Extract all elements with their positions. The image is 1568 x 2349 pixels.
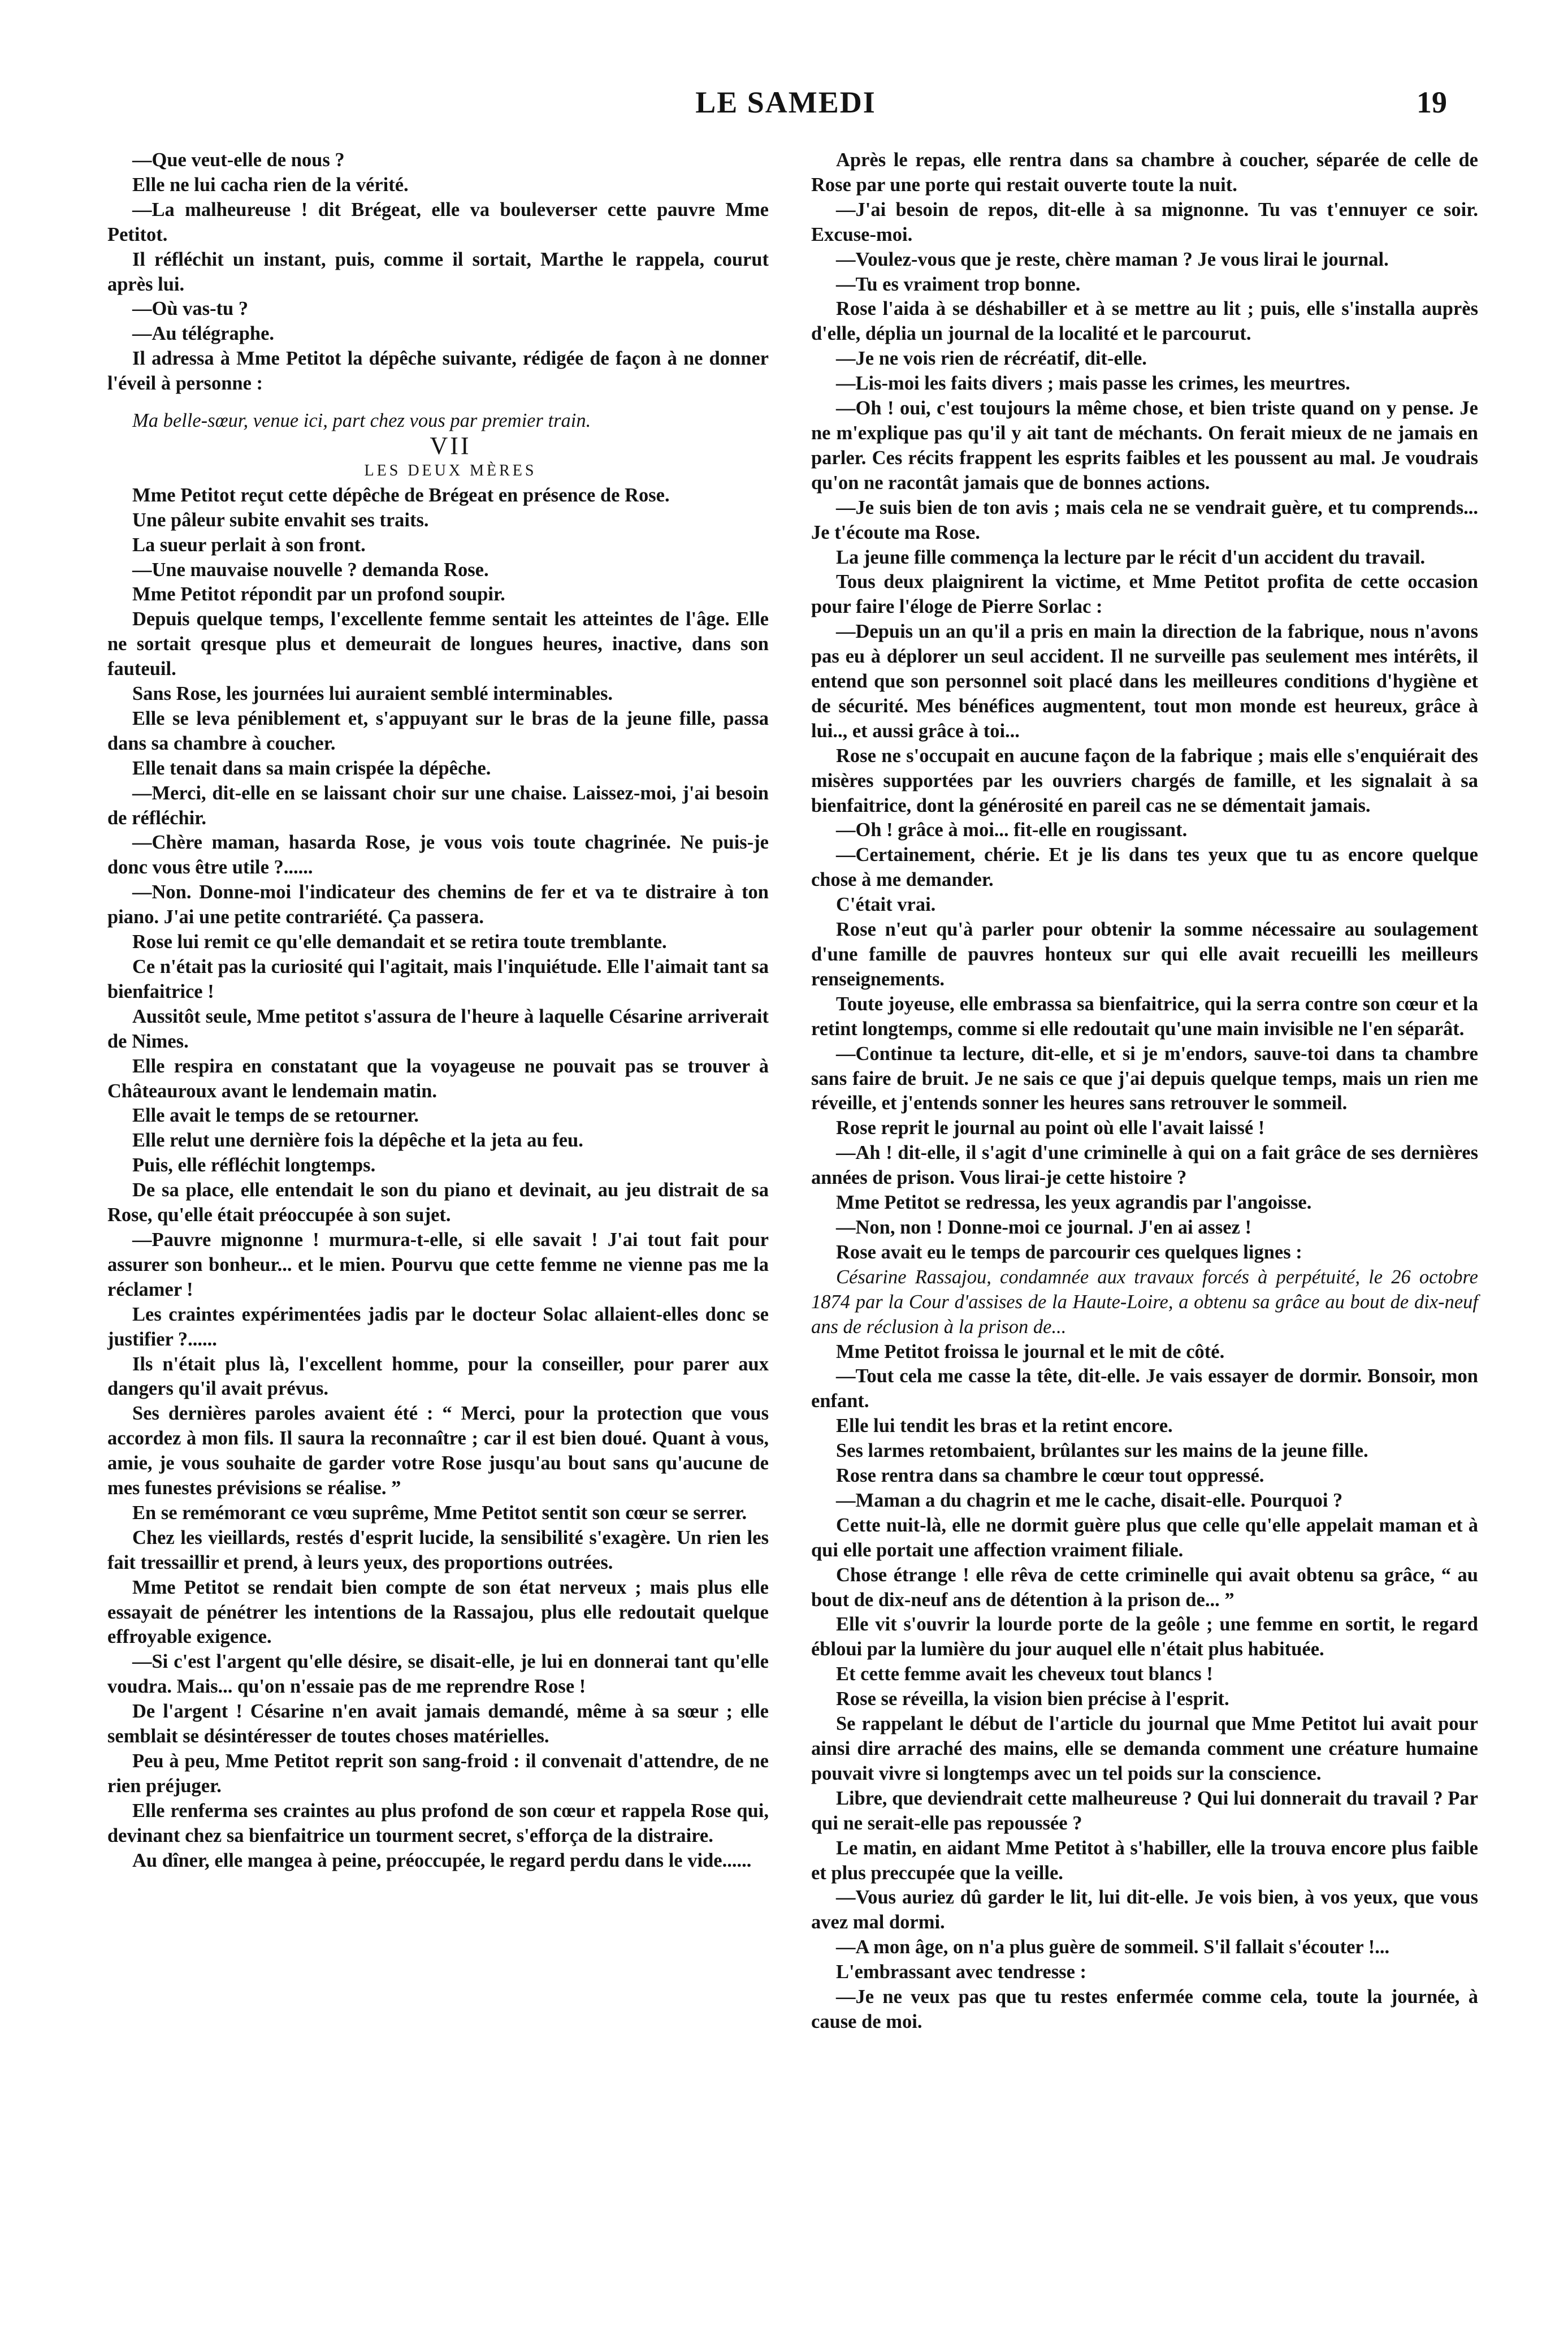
paragraph: —A mon âge, on n'a plus guère de sommeil. S'il fallait s'écouter !... <box>836 1936 1390 1958</box>
paragraph: Rose reprit le journal au point où elle l'avait laissé ! <box>836 1117 1265 1139</box>
paragraph: Chez les vieillards, restés d'esprit lucide, la sensibilité s'exagère. Un rien les fait tressaillir et prend, à leurs yeux, des proportions outrées. <box>107 1526 769 1573</box>
left-column <box>107 148 769 1874</box>
paragraph: Rose n'eut qu'à parler pour obtenir la somme nécessaire au soulagement d'une famille de pauvres honteux sur qui elle avait recueilli les meilleurs renseignements. <box>811 919 1478 990</box>
paragraph: Elle vit s'ouvrir la lourde porte de la geôle ; une femme en sortit, le regard ébloui par la lumière du jour auquel elle n'était plus habituée. <box>811 1613 1478 1660</box>
paragraph: Ses dernières paroles avaient été : “ Merci, pour la protection que vous accordez à mon fils. Il saura la reconnaître ; car il est bien doué. Quant à vous, amie, je vous souhaite de garder votre Rose jusqu'au bout sans qu'aucune de mes funestes prévisions se réalise. ” <box>107 1403 769 1499</box>
chapter-number: VII <box>430 431 471 460</box>
right-top-paragraphs <box>811 148 1478 1265</box>
paragraph: Toute joyeuse, elle embrassa sa bienfaitrice, qui la serra contre son cœur et la retint longtemps, comme si elle redoutait qu'une main invisible ne l'en séparât. <box>811 993 1478 1040</box>
paragraph: —La malheureuse ! dit Brégeat, elle va bouleverser cette pauvre Mme Petitot. <box>107 198 769 245</box>
paragraph: Rose lui remit ce qu'elle demandait et se retira toute tremblante. <box>132 931 667 953</box>
paragraph: —J'ai besoin de repos, dit-elle à sa mignonne. Tu vas t'ennuyer ce soir. Excuse-moi. <box>811 198 1478 245</box>
paragraph: La sueur perlait à son front. <box>132 534 366 556</box>
paragraph: Mme Petitot se redressa, les yeux agrandis par l'angoisse. <box>836 1192 1312 1214</box>
paragraph: —Tu es vraiment trop bonne. <box>836 273 1081 295</box>
paragraph: De l'argent ! Césarine n'en avait jamais demandé, même à sa sœur ; elle semblait se désintéresser de toutes choses matérielles. <box>107 1701 769 1747</box>
paragraph: Mme Petitot répondit par un profond soupir. <box>132 583 505 605</box>
paragraph: Elle lui tendit les bras et la retint encore. <box>836 1415 1173 1437</box>
paragraph: —Vous auriez dû garder le lit, lui dit-elle. Je vois bien, à vos yeux, que vous avez mal dormi. <box>811 1887 1478 1933</box>
left-body-paragraphs <box>107 483 769 1874</box>
paragraph: Elle se leva péniblement et, s'appuyant sur le bras de la jeune fille, passa dans sa chambre à coucher. <box>107 707 769 754</box>
paragraph: —Une mauvaise nouvelle ? demanda Rose. <box>132 559 489 581</box>
paragraph: Rose l'aida à se déshabiller et à se mettre au lit ; puis, elle s'installa auprès d'elle, déplia un journal de la localité et le parcourut. <box>811 298 1478 345</box>
paragraph: De sa place, elle entendait le son du piano et devinait, au jeu distrait de sa Rose, qu'elle était préoccupée à son sujet. <box>107 1179 769 1226</box>
paragraph: —Si c'est l'argent qu'elle désire, se disait-elle, je lui en donnerai tant qu'elle voudra. Mais... qu'on n'essaie pas de me reprendre Rose ! <box>107 1651 769 1698</box>
paragraph: Rose avait eu le temps de parcourir ces quelques lignes : <box>836 1241 1302 1263</box>
page-number: 19 <box>1417 85 1447 119</box>
newspaper-excerpt: Césarine Rassajou, condamnée aux travaux forcés à perpétuité, le 26 octobre 1874 par la Cour d'assises de la Haute-Loire, a obtenu sa grâce au bout de dix-neuf ans de réclusion à la prison de... <box>811 1266 1478 1338</box>
left-top-paragraphs <box>107 148 769 396</box>
paragraph: Ils n'était plus là, l'excellent homme, pour la conseiller, pour parer aux dangers qu'il avait prévus. <box>107 1353 769 1400</box>
paragraph: —Oh ! grâce à moi... fit-elle en rougissant. <box>836 819 1188 841</box>
running-title: LE SAMEDI <box>695 85 876 119</box>
paragraph: En se remémorant ce vœu suprême, Mme Petitot sentit son cœur se serrer. <box>132 1502 747 1524</box>
paragraph: —Non, non ! Donne-moi ce journal. J'en ai assez ! <box>836 1216 1252 1238</box>
paragraph: Elle respira en constatant que la voyageuse ne pouvait pas se trouver à Châteauroux avant le lendemain matin. <box>107 1055 769 1102</box>
paragraph: Aussitôt seule, Mme petitot s'assura de l'heure à laquelle Césarine arriverait de Nimes. <box>107 1005 769 1052</box>
paragraph: L'embrassant avec tendresse : <box>836 1961 1087 1983</box>
paragraph: —Lis-moi les faits divers ; mais passe les crimes, les meurtres. <box>836 373 1350 395</box>
paragraph: Puis, elle réfléchit longtemps. <box>132 1154 376 1176</box>
paragraph: —Certainement, chérie. Et je lis dans tes yeux que tu as encore quelque chose à me demander. <box>811 844 1478 891</box>
paragraph: Elle avait le temps de se retourner. <box>132 1105 419 1127</box>
paragraph: Rose ne s'occupait en aucune façon de la fabrique ; mais elle s'enquiérait des misères supportées par les ouvriers chargés de famille, et les signalait à sa bienfaitrice, dont la générosité en pareil cas ne se démentait jamais. <box>811 745 1478 816</box>
paragraph: Après le repas, elle rentra dans sa chambre à coucher, séparée de celle de Rose par une porte qui restait ouverte toute la nuit. <box>811 149 1478 196</box>
paragraph: Elle ne lui cacha rien de la vérité. <box>132 174 409 196</box>
telegram-dispatch: Ma belle-sœur, venue ici, part chez vous par premier train. <box>132 410 591 432</box>
right-column <box>811 148 1478 2035</box>
paragraph: —Voulez-vous que je reste, chère maman ? Je vous lirai le journal. <box>836 248 1389 270</box>
paragraph: Rose se réveilla, la vision bien précise à l'esprit. <box>836 1688 1229 1710</box>
paragraph: La jeune fille commença la lecture par le récit d'un accident du travail. <box>836 546 1426 568</box>
paragraph: Ce n'était pas la curiosité qui l'agitait, mais l'inquiétude. Elle l'aimait tant sa bienfaitrice ! <box>107 956 769 1002</box>
paragraph: —Continue ta lecture, dit-elle, et si je m'endors, sauve-toi dans ta chambre sans faire de bruit. Je ne sais ce que j'ai depuis quelque temps, mais un rien me réveille, et j'entends sonner les heures sans retrouver le sommeil. <box>811 1042 1478 1114</box>
paragraph: Sans Rose, les journées lui auraient semblé interminables. <box>132 683 613 705</box>
paragraph: —Chère maman, hasarda Rose, je vous vois toute chagrinée. Ne puis-je donc vous être utile ?...... <box>107 832 769 879</box>
paragraph: —Tout cela me casse la tête, dit-elle. Je vais essayer de dormir. Bonsoir, mon enfant. <box>811 1365 1478 1412</box>
paragraph: Mme Petitot se rendait bien compte de son état nerveux ; mais plus elle essayait de pénétrer les intentions de la Rassajou, plus elle redoutait quelque effroyable exigence. <box>107 1576 769 1648</box>
paragraph: Les craintes expérimentées jadis par le docteur Solac allaient-elles donc se justifier ?...... <box>107 1303 769 1350</box>
paragraph: —Maman a du chagrin et me le cache, disait-elle. Pourquoi ? <box>836 1489 1343 1511</box>
paragraph: Se rappelant le début de l'article du journal que Mme Petitot lui avait pour ainsi dire arraché des mains, elle se demanda comment une créature humaine pouvait vivre si longtemps avec un tel poids sur la conscience. <box>811 1713 1478 1784</box>
paragraph: —Je suis bien de ton avis ; mais cela ne se vendrait guère, et tu comprends... Je t'écoute ma Rose. <box>811 496 1478 543</box>
paragraph: Cette nuit-là, elle ne dormit guère plus que celle qu'elle appelait maman et à qui elle portait une affection vraiment filiale. <box>811 1514 1478 1561</box>
paragraph: Mme Petitot reçut cette dépêche de Brégeat en présence de Rose. <box>132 484 670 506</box>
paragraph: Peu à peu, Mme Petitot reprit son sang-froid : il convenait d'attendre, de ne rien préjuger. <box>107 1750 769 1797</box>
paragraph: Elle tenait dans sa main crispée la dépêche. <box>132 757 491 779</box>
paragraph: —Non. Donne-moi l'indicateur des chemins de fer et va te distraire à ton piano. J'ai une petite contrariété. Ça passera. <box>107 881 769 928</box>
page-header <box>107 85 1464 130</box>
paragraph: Depuis quelque temps, l'excellente femme sentait les atteintes de l'âge. Elle ne sortait qresque plus et demeurait de longues heures, inactive, dans son fauteuil. <box>107 608 769 680</box>
paragraph: Chose étrange ! elle rêva de cette criminelle qui avait obtenu sa grâce, “ au bout de dix-neuf ans de détention à la prison de... ” <box>811 1564 1478 1611</box>
paragraph: —Pauvre mignonne ! murmura-t-elle, si elle savait ! J'ai tout fait pour assurer son bonheur... et le mien. Pourvu que cette femme ne vienne pas me la réclamer ! <box>107 1228 769 1300</box>
paragraph: Libre, que deviendrait cette malheureuse ? Qui lui donnerait du travail ? Par qui ne serait-elle pas repoussée ? <box>811 1787 1478 1834</box>
paragraph: —Ah ! dit-elle, il s'agit d'une criminelle à qui on a fait grâce de ses dernières années de prison. Vous lirai-je cette histoire ? <box>811 1142 1478 1189</box>
chapter-title: LES DEUX MÈRES <box>364 461 537 479</box>
paragraph: Il adressa à Mme Petitot la dépêche suivante, rédigée de façon à ne donner l'éveil à personne : <box>107 348 769 395</box>
paragraph: Une pâleur subite envahit ses traits. <box>132 509 429 531</box>
paragraph: Au dîner, elle mangea à peine, préoccupée, le regard perdu dans le vide...... <box>132 1849 752 1871</box>
paragraph: —Merci, dit-elle en se laissant choir sur une chaise. Laissez-moi, j'ai besoin de réfléchir. <box>107 782 769 829</box>
paragraph: —Oh ! oui, c'est toujours la même chose, et bien triste quand on y pense. Je ne m'explique pas qu'il y ait tant de méchants. On ferait mieux de ne jamais en parler. Ces récits frappent les esprits faibles et les poussent au mal. Je voudrais qu'on ne racontât jamais que de bonnes actions. <box>811 397 1478 494</box>
paragraph: Ses larmes retombaient, brûlantes sur les mains de la jeune fille. <box>836 1440 1368 1462</box>
paragraph: Mme Petitot froissa le journal et le mit de côté. <box>836 1340 1225 1362</box>
right-body-paragraphs <box>811 1340 1478 2035</box>
paragraph: —Au télégraphe. <box>132 323 275 345</box>
paragraph: Il réfléchit un instant, puis, comme il sortait, Marthe le rappela, courut après lui. <box>107 248 769 295</box>
paragraph: —Je ne vois rien de récréatif, dit-elle. <box>836 348 1147 370</box>
paragraph: Tous deux plaignirent la victime, et Mme Petitot profita de cette occasion pour faire l'éloge de Pierre Sorlac : <box>811 571 1478 618</box>
paragraph: —Que veut-elle de nous ? <box>132 149 345 171</box>
paragraph: Rose rentra dans sa chambre le cœur tout oppressé. <box>836 1465 1264 1487</box>
paragraph: Elle relut une dernière fois la dépêche et la jeta au feu. <box>132 1130 583 1152</box>
paragraph: —Où vas-tu ? <box>132 298 249 320</box>
paragraph: C'était vrai. <box>836 894 936 916</box>
paragraph: Elle renferma ses craintes au plus profond de son cœur et rappela Rose qui, devinant chez sa bienfaitrice un tourment secret, s'efforça de la distraire. <box>107 1799 769 1846</box>
paragraph: —Depuis un an qu'il a pris en main la direction de la fabrique, nous n'avons pas eu à déplorer un seul accident. Il ne surveille pas seulement mes intérêts, il entend que son personnel soit placé dans les meilleures conditions d'hygiène et de sécurité. Mes bénéfices augmentent, tout mon monde est heureux, grâce à lui.., et aussi grâce à toi... <box>811 621 1478 742</box>
paragraph: Le matin, en aidant Mme Petitot à s'habiller, elle la trouva encore plus faible et plus preccupée que la veille. <box>811 1837 1478 1884</box>
paragraph: —Je ne veux pas que tu restes enfermée comme cela, toute la journée, à cause de moi. <box>811 1986 1478 2032</box>
paragraph: Et cette femme avait les cheveux tout blancs ! <box>836 1663 1213 1685</box>
